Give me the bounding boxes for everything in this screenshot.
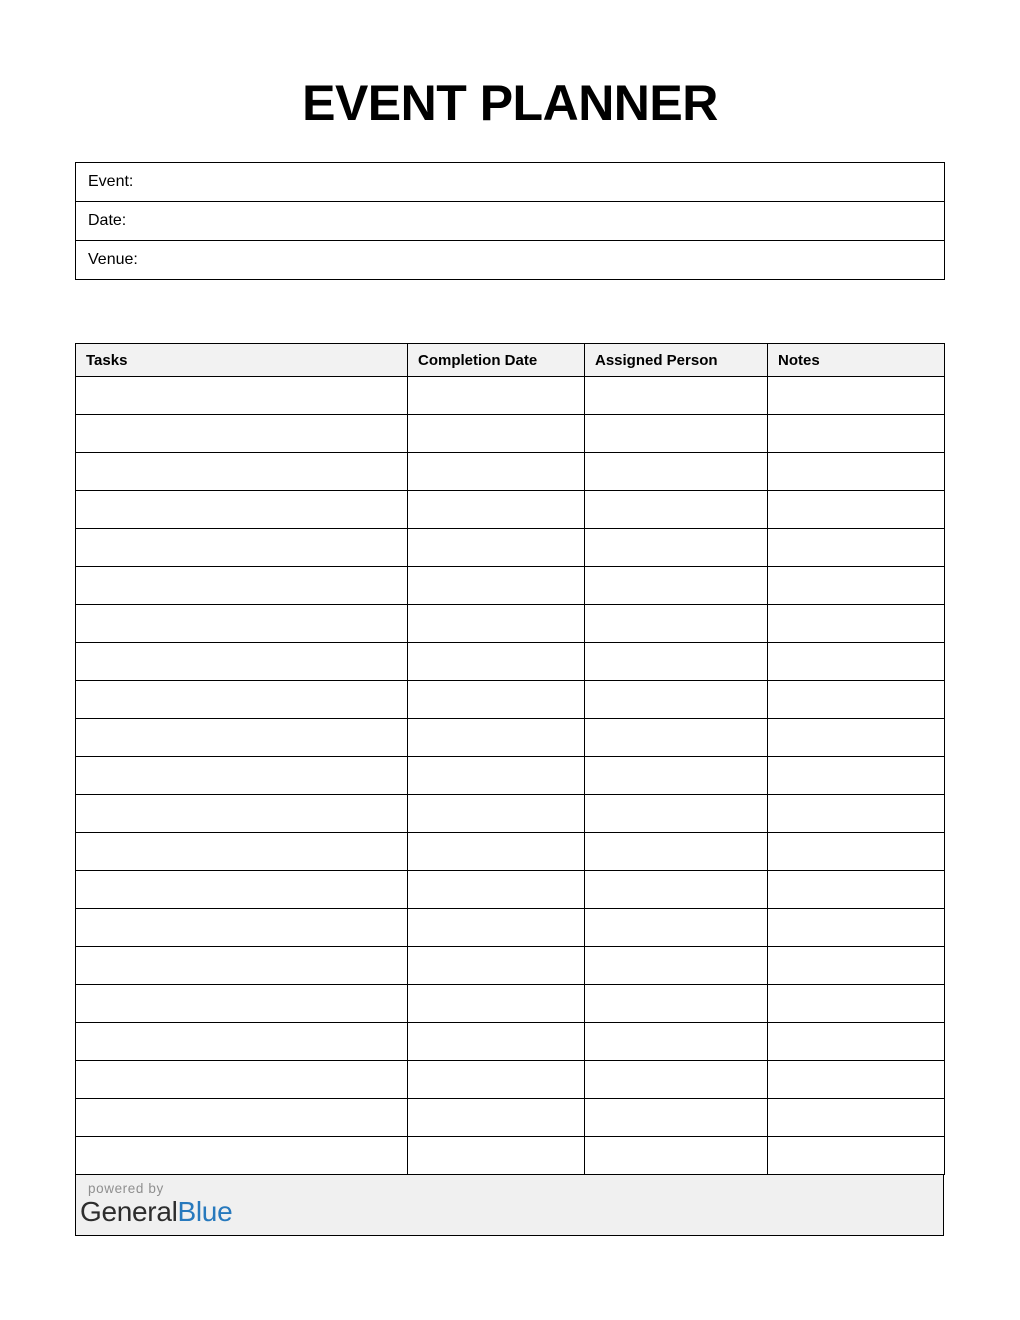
empty-cell <box>408 833 585 871</box>
empty-cell <box>408 1099 585 1137</box>
empty-cell <box>76 567 408 605</box>
table-row <box>76 643 945 681</box>
empty-cell <box>408 871 585 909</box>
empty-cell <box>76 871 408 909</box>
table-row <box>76 985 945 1023</box>
empty-cell <box>76 1023 408 1061</box>
page-title: EVENT PLANNER <box>302 75 718 131</box>
empty-cell <box>768 567 945 605</box>
empty-cell <box>76 719 408 757</box>
empty-cell <box>585 1137 768 1175</box>
empty-cell <box>585 643 768 681</box>
empty-cell <box>408 605 585 643</box>
empty-cell <box>408 681 585 719</box>
table-row <box>76 1137 945 1175</box>
table-row <box>76 909 945 947</box>
empty-cell <box>76 453 408 491</box>
empty-cell <box>408 1023 585 1061</box>
table-row <box>76 491 945 529</box>
empty-cell <box>585 757 768 795</box>
empty-cell <box>768 415 945 453</box>
empty-cell <box>585 605 768 643</box>
footer <box>75 1174 944 1236</box>
empty-cell <box>585 415 768 453</box>
table-row <box>76 795 945 833</box>
empty-cell <box>585 453 768 491</box>
empty-cell <box>408 719 585 757</box>
table-row <box>76 453 945 491</box>
empty-cell <box>76 985 408 1023</box>
empty-cell <box>585 1061 768 1099</box>
empty-cell <box>585 909 768 947</box>
empty-cell <box>585 529 768 567</box>
empty-cell <box>76 757 408 795</box>
empty-cell <box>76 1099 408 1137</box>
empty-cell <box>768 1023 945 1061</box>
event-field <box>76 163 945 202</box>
table-row <box>76 529 945 567</box>
table-row <box>76 1061 945 1099</box>
task-table-header-row <box>76 344 945 377</box>
empty-cell <box>585 681 768 719</box>
empty-cell <box>408 529 585 567</box>
powered-by-text: powered by <box>88 1181 164 1196</box>
empty-cell <box>585 947 768 985</box>
event-info-box <box>75 162 944 280</box>
empty-cell <box>768 947 945 985</box>
table-row <box>76 605 945 643</box>
empty-cell <box>408 795 585 833</box>
task-table-body <box>76 377 945 1175</box>
empty-cell <box>408 1137 585 1175</box>
table-row <box>76 415 945 453</box>
empty-cell <box>408 491 585 529</box>
empty-cell <box>408 415 585 453</box>
empty-cell <box>76 643 408 681</box>
empty-cell <box>585 985 768 1023</box>
empty-cell <box>408 643 585 681</box>
empty-cell <box>585 795 768 833</box>
empty-cell <box>768 605 945 643</box>
empty-cell <box>768 909 945 947</box>
column-header-notes: Notes <box>768 344 945 377</box>
empty-cell <box>76 947 408 985</box>
empty-cell <box>76 377 408 415</box>
empty-cell <box>585 833 768 871</box>
empty-cell <box>768 1061 945 1099</box>
empty-cell <box>768 795 945 833</box>
empty-cell <box>768 453 945 491</box>
empty-cell <box>585 1023 768 1061</box>
empty-cell <box>76 415 408 453</box>
table-row <box>76 871 945 909</box>
empty-cell <box>76 1137 408 1175</box>
empty-cell <box>76 681 408 719</box>
date-field <box>76 202 945 241</box>
empty-cell <box>76 795 408 833</box>
empty-cell <box>768 529 945 567</box>
empty-cell <box>408 947 585 985</box>
table-row <box>76 1023 945 1061</box>
info-row-date <box>76 202 945 241</box>
empty-cell <box>408 377 585 415</box>
empty-cell <box>585 567 768 605</box>
empty-cell <box>408 453 585 491</box>
brand-general-text: General <box>80 1195 178 1227</box>
empty-cell <box>408 1061 585 1099</box>
table-row <box>76 377 945 415</box>
task-table <box>75 343 945 1175</box>
empty-cell <box>768 871 945 909</box>
empty-cell <box>768 833 945 871</box>
info-row-event <box>76 163 945 202</box>
empty-cell <box>768 757 945 795</box>
info-row-venue <box>76 241 945 280</box>
empty-cell <box>585 491 768 529</box>
empty-cell <box>408 985 585 1023</box>
empty-cell <box>585 719 768 757</box>
table-row <box>76 1099 945 1137</box>
venue-field <box>76 241 945 280</box>
empty-cell <box>768 1099 945 1137</box>
empty-cell <box>76 909 408 947</box>
empty-cell <box>76 491 408 529</box>
empty-cell <box>768 491 945 529</box>
date-label: Date: <box>88 212 127 229</box>
empty-cell <box>768 643 945 681</box>
empty-cell <box>585 1099 768 1137</box>
empty-cell <box>76 605 408 643</box>
empty-cell <box>408 909 585 947</box>
empty-cell <box>76 1061 408 1099</box>
empty-cell <box>408 757 585 795</box>
info-table <box>75 162 945 280</box>
table-row <box>76 833 945 871</box>
venue-label: Venue: <box>88 251 138 268</box>
empty-cell <box>768 681 945 719</box>
table-row <box>76 567 945 605</box>
table-row <box>76 719 945 757</box>
empty-cell <box>585 377 768 415</box>
empty-cell <box>768 985 945 1023</box>
event-label: Event: <box>88 173 134 190</box>
column-header-completion-date: Completion Date <box>408 344 585 377</box>
empty-cell <box>768 377 945 415</box>
table-row <box>76 681 945 719</box>
table-row <box>76 947 945 985</box>
generalblue-logo <box>76 1197 943 1227</box>
empty-cell <box>408 567 585 605</box>
empty-cell <box>76 833 408 871</box>
empty-cell <box>76 529 408 567</box>
column-header-assigned-person: Assigned Person <box>585 344 768 377</box>
column-header-tasks: Tasks <box>76 344 408 377</box>
table-row <box>76 757 945 795</box>
empty-cell <box>768 719 945 757</box>
empty-cell <box>585 871 768 909</box>
empty-cell <box>768 1137 945 1175</box>
brand-blue-text: Blue <box>177 1195 233 1227</box>
task-section <box>75 343 944 1236</box>
